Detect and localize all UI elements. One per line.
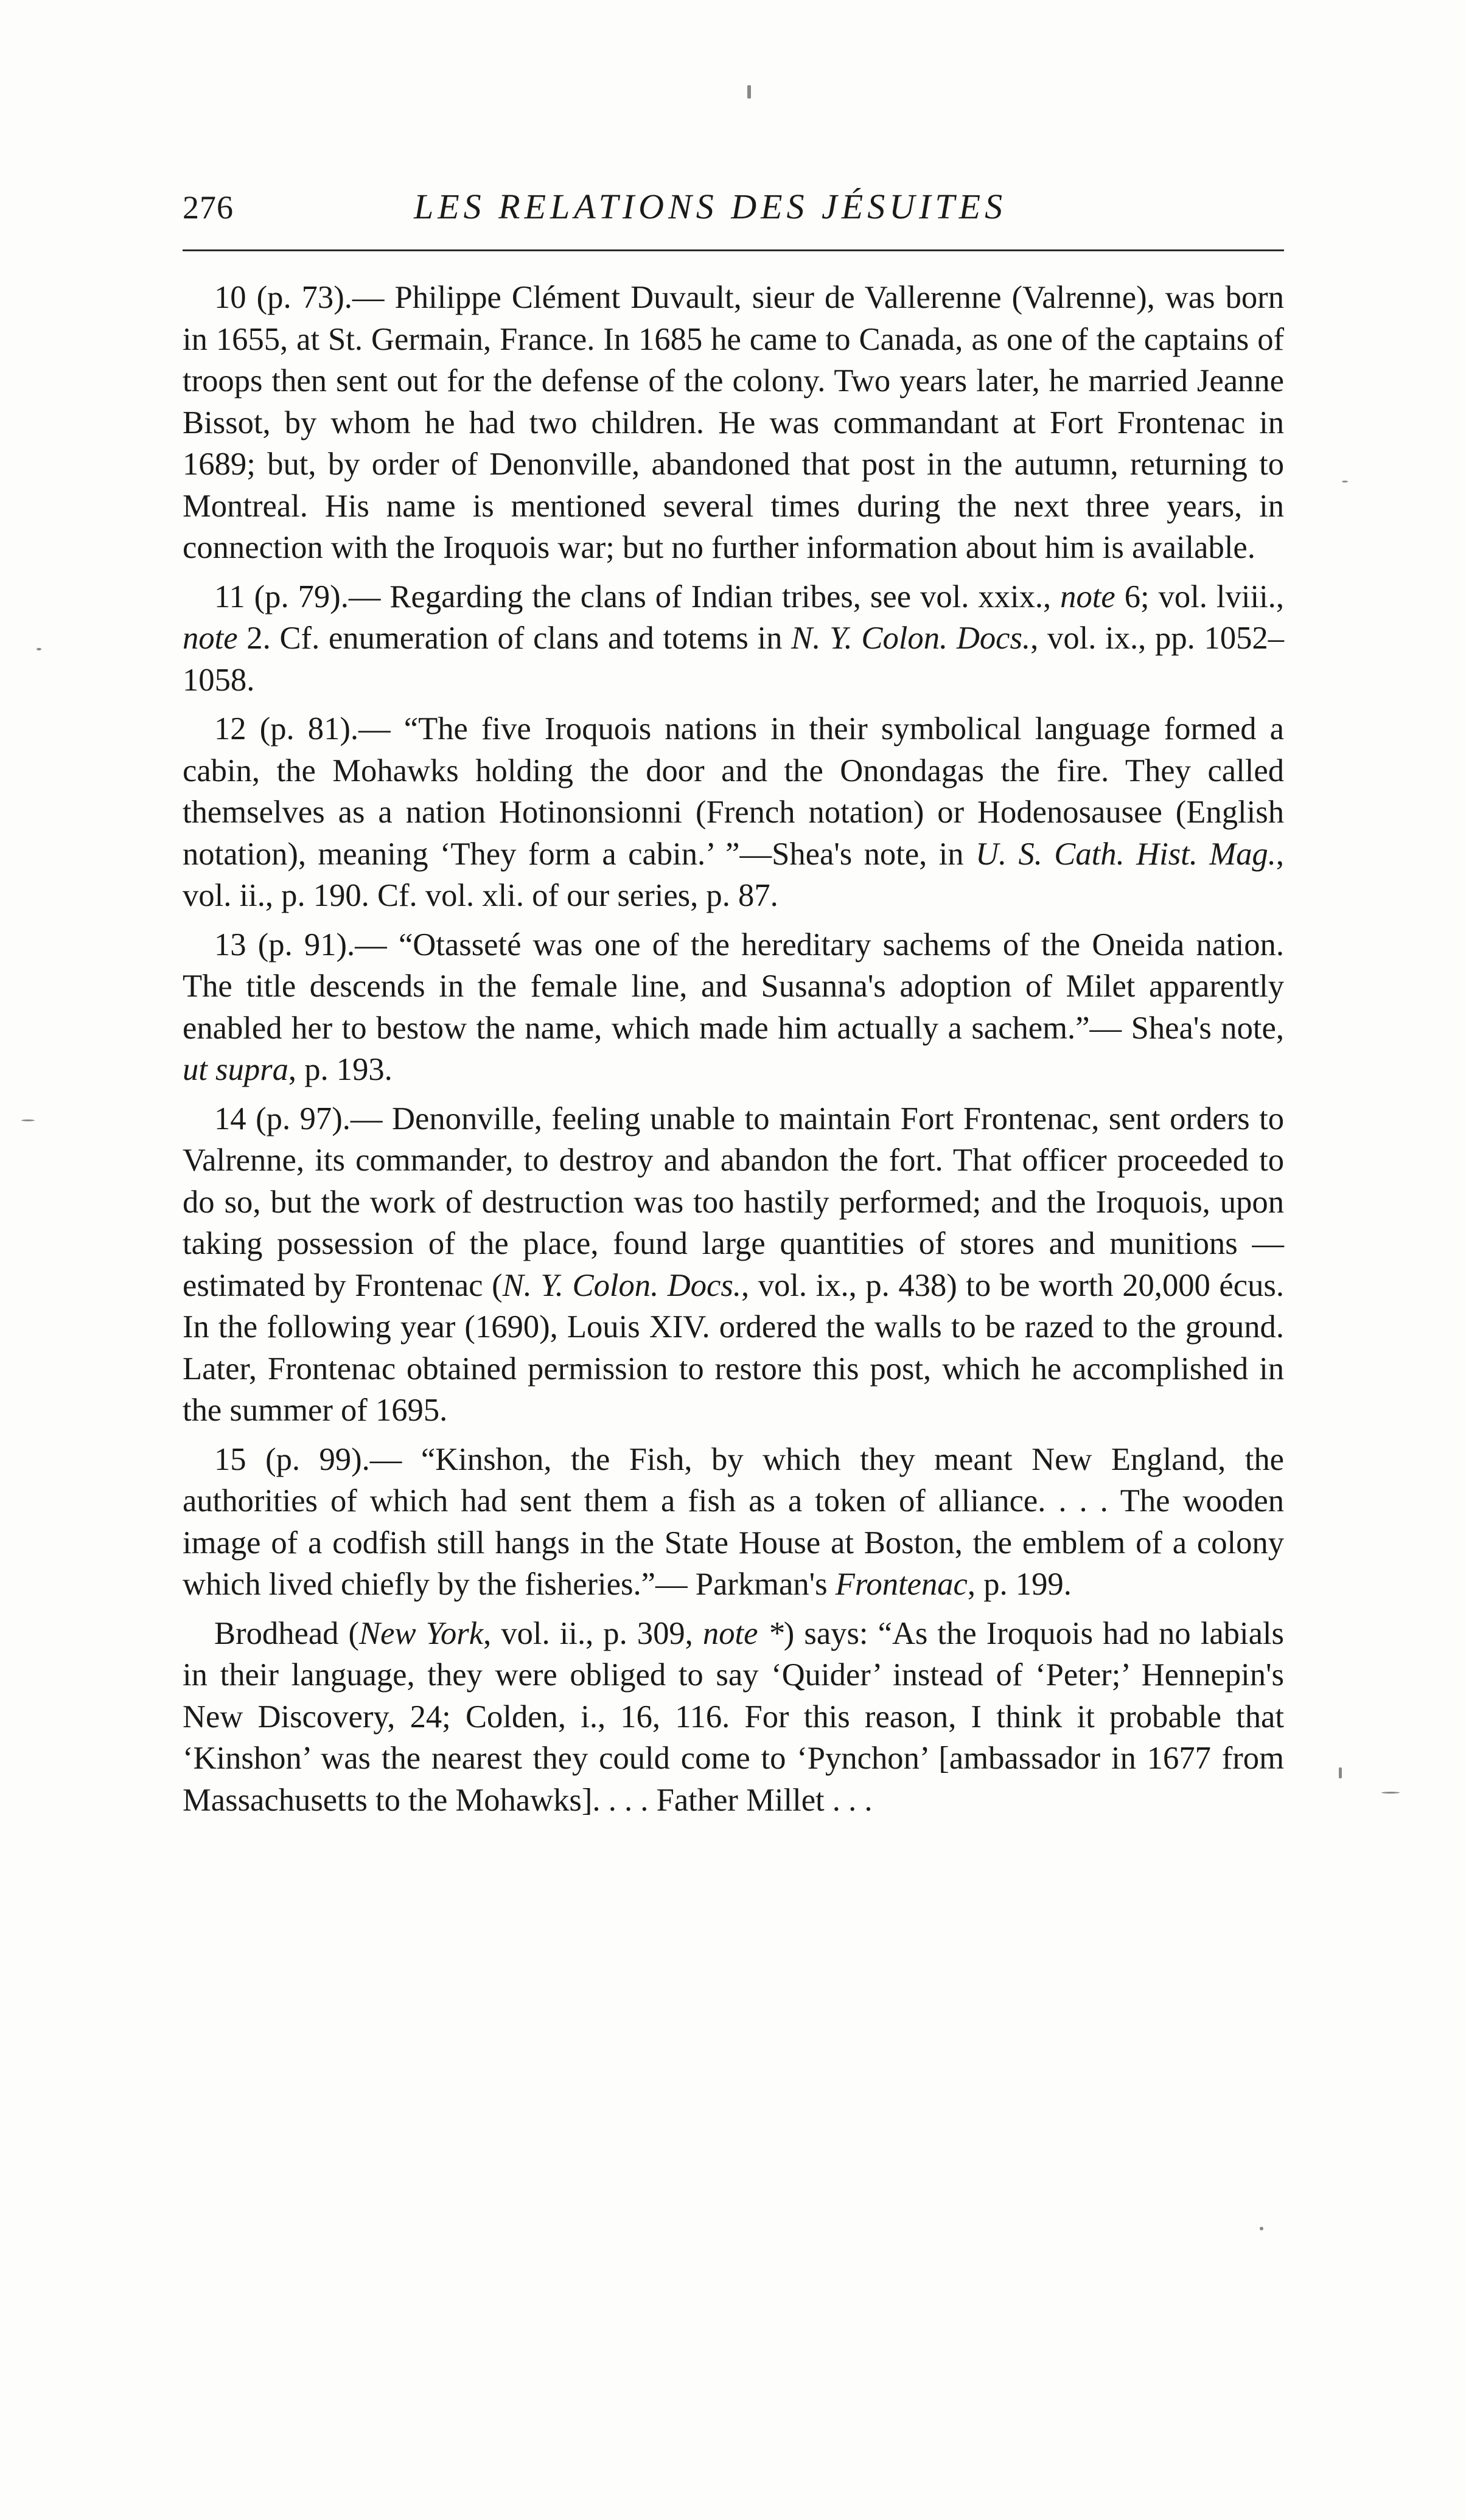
italic-text: New York [359,1615,484,1651]
italic-text: N. Y. Colon. Docs. [791,621,1031,656]
notes-body [183,277,1284,1828]
footnote-12 [183,708,1284,917]
note-text: , vol. ii., p. 309, [483,1615,703,1651]
page-reference: (p. 81).— [259,711,404,747]
scan-speck [1339,1767,1342,1778]
note-text: Denonville, feeling unable to maintain Fort Frontenac, sent orders to Valrenne, its commander, to destroy and abandon the fort. That officer proceeded to do so, but the work of destruction was too hastily performed; and the Iroquois, upon taking possession of the place, found large quantities of stores and munitions — estimated by Frontenac ( [183,1101,1285,1303]
page-reference: (p. 97).— [256,1101,393,1136]
page-reference: (p. 91).— [257,927,399,962]
scan-speck [1260,2227,1263,2230]
scan-speck [1381,1792,1400,1794]
note-text: , vol. ii., p. 190. Cf. vol. xli. of our series, p. 87. [183,836,1284,913]
footnote-number: 14 [214,1101,246,1136]
footnote-number: 12 [214,711,246,747]
scan-speck [21,1119,35,1121]
page-reference: (p. 73).— [256,280,395,315]
page-number: 276 [183,189,234,226]
footnote-10 [183,277,1284,569]
italic-text: note [1060,579,1115,614]
scan-speck [1342,481,1348,482]
note-text: , p. 193. [288,1052,393,1087]
footnote-15-continuation [183,1613,1284,1822]
running-title: LES RELATIONS DES JÉSUITES [414,187,1007,226]
note-text: , vol. ix., pp. 1052–1058. [183,621,1285,698]
note-text: Brodhead ( [214,1615,360,1651]
note-text: “Otasseté was one of the hereditary sachems of the Oneida nation. The title descends in the female line, and Susanna's adoption of Milet apparently enabled her to bestow the name, which made him actually a sachem.”— Shea's note, [183,927,1285,1046]
footnote-number: 13 [214,927,246,962]
page-reference: (p. 79).— [254,579,390,614]
italic-text: N. Y. Colon. Docs. [502,1267,742,1303]
footnote-14 [183,1098,1284,1432]
footnote-13 [183,924,1284,1091]
note-text: , vol. ix., p. 438) to be worth 20,000 écus. In the following year (1690), Louis XIV. ordered the walls to be razed to the ground. Later, Frontenac obtained permission to restore this post, which he accomplished in the summer of 1695. [183,1267,1284,1428]
note-text: “The five Iroquois nations in their symbolical language formed a cabin, the Mohawks holding the door and the Onondagas the fire. They called themselves as a nation Hotinonsionni (French notation) or Hodenosausee (English notation), meaning ‘They form a cabin.’ ”—Shea's note, in [183,711,1285,872]
scan-speck [37,648,41,650]
italic-text: U. S. Cath. Hist. Mag. [975,836,1276,872]
italic-text: note [183,621,238,656]
footnote-11 [183,576,1284,701]
italic-text: note * [702,1615,784,1651]
page-header [183,183,1284,251]
footnote-15 [183,1439,1284,1606]
page-reference: (p. 99).— [265,1441,421,1477]
note-text: 6; vol. lviii., [1115,579,1284,614]
note-text: ) says: “As the Iroquois had no labials in their language, they were obliged to say ‘Quider’ instead of ‘Peter;’ Hennepin's New Discovery, 24; Colden, i., 16, 116. For this reason, I think it probable that ‘Kinshon’ was the nearest they could come to ‘Pynchon’ [ambassador in 1677 from Massachusetts to the Mohawks]. . . . Father Millet . . . [183,1615,1284,1818]
note-text: Philippe Clément Duvault, sieur de Vallerenne (Valrenne), was born in 1655, at St. Germain, France. In 1685 he came to Canada, as one of the captains of troops then sent out for the defense of the colony. Two years later, he married Jeanne Bissot, by whom he had two children. He was commandant at Fort Frontenac in 1689; but, by order of Denonville, abandoned that post in the autumn, returning to Montreal. His name is mentioned several times during the next three years, in connection with the Iroquois war; but no further information about him is available. [183,280,1284,565]
footnote-number: 11 [214,579,245,614]
note-text: 2. Cf. enumeration of clans and totems in [237,621,792,656]
note-text: “Kinshon, the Fish, by which they meant New England, the authorities of which had sent them a fish as a token of alliance. . . . The wooden image of a codfish still hangs in the State House at Boston, the emblem of a colony which lived chiefly by the fisheries.”— Parkman's [183,1441,1285,1602]
scan-speck [747,85,751,99]
footnote-number: 10 [214,280,246,315]
italic-text: ut supra [183,1052,288,1087]
italic-text: Frontenac [835,1567,968,1602]
note-text: Regarding the clans of Indian tribes, see vol. xxix., [389,579,1061,614]
note-text: , p. 199. [967,1567,1072,1602]
footnote-number: 15 [214,1441,246,1477]
